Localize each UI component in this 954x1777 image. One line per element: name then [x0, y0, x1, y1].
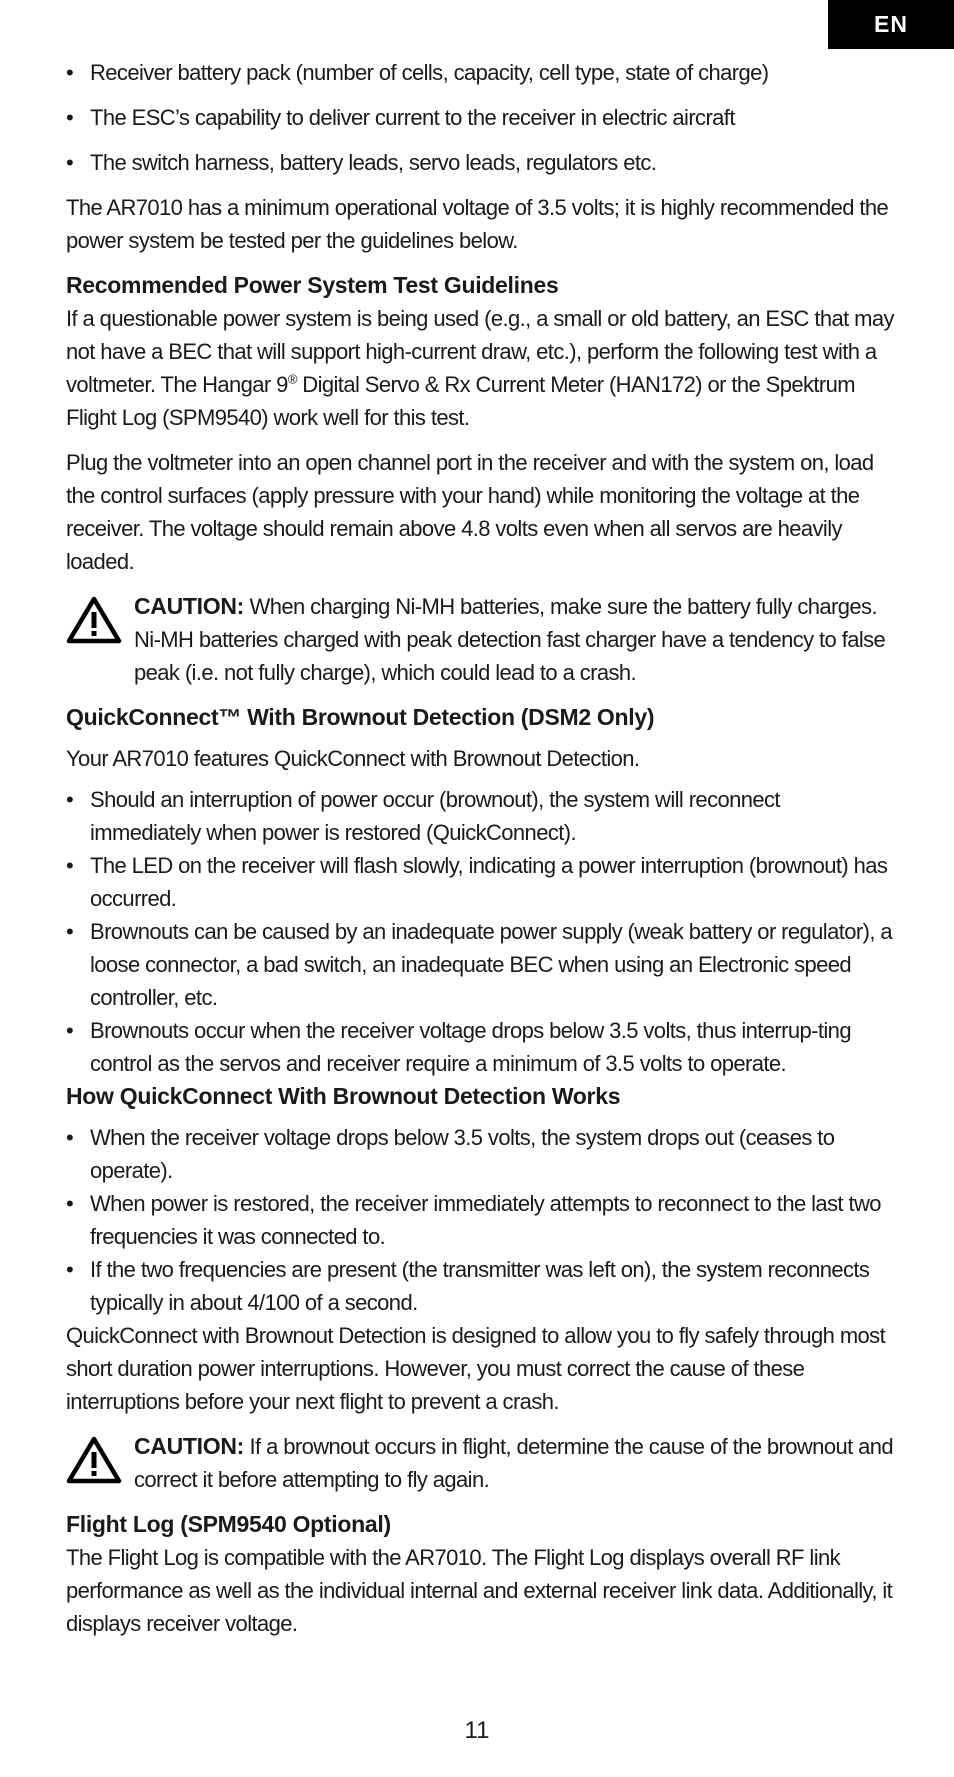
- how-works-heading: How QuickConnect With Brownout Detection Works: [66, 1083, 621, 1109]
- caution-block-brownout: [66, 1430, 896, 1496]
- language-tab: [828, 0, 954, 49]
- registered-mark: ®: [287, 371, 297, 387]
- language-tab-label: EN: [874, 11, 908, 37]
- warning-triangle-icon: [66, 596, 122, 644]
- intro-bullet-list: [66, 56, 896, 179]
- list-item: • Brownouts occur when the receiver voltage drops below 3.5 volts, thus interrup-ting control as the servos and receiver require a minimum of 3.5 volts to operate.: [66, 1014, 896, 1080]
- power-test-paragraph-2: Plug the voltmeter into an open channel port in the receiver and with the system on, load the control surfaces (apply pressure with your hand) while monitoring the voltage at the receiver. The voltage should remain above 4.8 volts even when all servos are heavily loaded.: [66, 450, 874, 574]
- list-item: • The ESC’s capability to deliver current to the receiver in electric aircraft: [66, 101, 896, 134]
- caution-text: [134, 1430, 896, 1496]
- warning-triangle-icon: [66, 1436, 122, 1484]
- quickconnect-bullet-list: [66, 783, 896, 1080]
- list-item: • When the receiver voltage drops below 3.5 volts, the system drops out (ceases to operate).: [66, 1121, 896, 1187]
- caution-block-charging: [66, 590, 896, 689]
- power-test-heading: Recommended Power System Test Guidelines: [66, 272, 559, 298]
- page-number: 11: [464, 1717, 490, 1744]
- min-voltage-paragraph: The AR7010 has a minimum operational voltage of 3.5 volts; it is highly recommended the power system be tested per the guidelines below.: [66, 195, 889, 253]
- list-item: • When power is restored, the receiver immediately attempts to reconnect to the last two frequencies it was connected to.: [66, 1187, 896, 1253]
- list-item: • The LED on the receiver will flash slowly, indicating a power interruption (brownout) has occurred.: [66, 849, 896, 915]
- list-item: • Should an interruption of power occur (brownout), the system will reconnect immediately when power is restored (QuickConnect).: [66, 783, 896, 849]
- list-item: • Brownouts can be caused by an inadequate power supply (weak battery or regulator), a loose connector, a bad switch, an inadequate BEC when using an Electronic speed controller, etc.: [66, 915, 896, 1014]
- how-works-paragraph: QuickConnect with Brownout Detection is designed to allow you to fly safely through most short duration power interruptions. However, you must correct the cause of these interruptions before your next flight to prevent a crash.: [66, 1323, 886, 1414]
- caution-label: CAUTION:: [134, 593, 245, 619]
- caution-label: CAUTION:: [134, 1433, 245, 1459]
- caution-body: When charging Ni-MH batteries, make sure the battery fully charges. Ni-MH batteries charged with peak detection fast charger have a tendency to false peak (i.e. not fully charge), which could lead to a crash.: [134, 594, 886, 685]
- list-item: • Receiver battery pack (number of cells, capacity, cell type, state of charge): [66, 56, 896, 89]
- list-item: • The switch harness, battery leads, servo leads, regulators etc.: [66, 146, 896, 179]
- quickconnect-heading: QuickConnect™ With Brownout Detection (DSM2 Only): [66, 704, 655, 730]
- power-test-text-a: If a questionable power system is being used (e.g., a small or old battery, an ESC that may not have a BEC that will support high-current draw, etc.), perform the following test with a voltmeter. The Hangar 9: [66, 306, 894, 397]
- caution-body: If a brownout occurs in flight, determine the cause of the brownout and correct it before attempting to fly again.: [134, 1434, 894, 1492]
- power-test-paragraph-1: [66, 302, 896, 434]
- page-content: [66, 56, 896, 1640]
- power-test-text-b: Digital Servo & Rx Current Meter (HAN172) or the Spektrum Flight Log (SPM9540) work well for this test.: [66, 372, 855, 430]
- flight-log-paragraph: The Flight Log is compatible with the AR7010. The Flight Log displays overall RF link performance as well as the individual internal and external receiver link data. Additionally, it displays receiver voltage.: [66, 1545, 893, 1636]
- flight-log-heading: Flight Log (SPM9540 Optional): [66, 1511, 391, 1537]
- list-item: • If the two frequencies are present (the transmitter was left on), the system reconnects typically in about 4/100 of a second.: [66, 1253, 896, 1319]
- quickconnect-intro: Your AR7010 features QuickConnect with Brownout Detection.: [66, 746, 640, 771]
- caution-text: [134, 590, 896, 689]
- how-works-bullet-list: [66, 1121, 896, 1319]
